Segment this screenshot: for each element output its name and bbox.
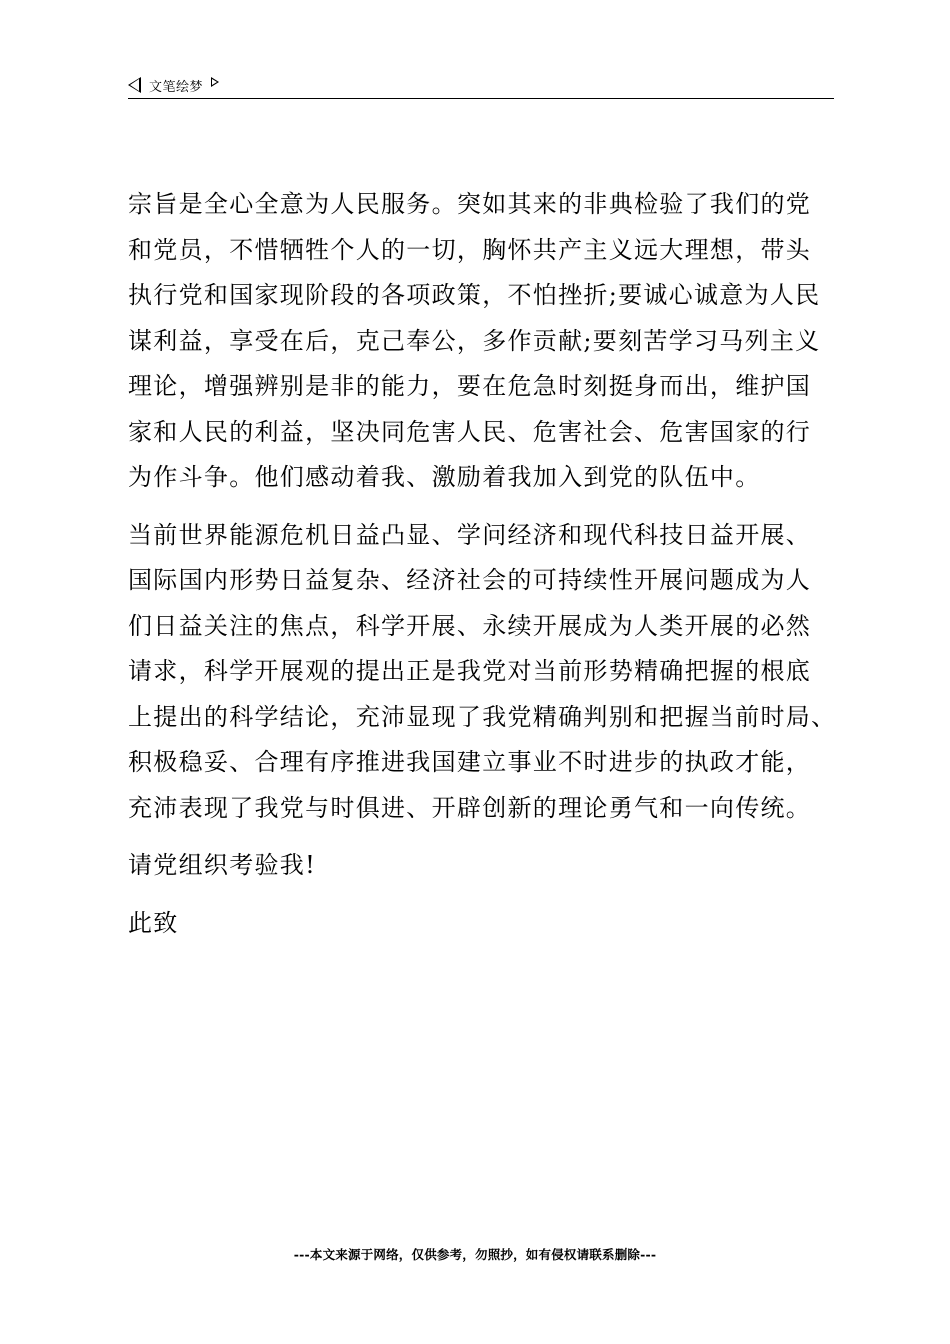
text-line: 上提出的科学结论，充沛显现了我党精确判别和把握当前时局、 [128,702,837,731]
triangle-left-icon [128,77,141,93]
text-line: 执行党和国家现阶段的各项政策，不怕挫折;要诚心诚意为人民 [128,281,821,309]
text-line: 国际国内形势日益复杂、经济社会的可持续性开展问题成为人 [128,566,812,594]
text-line: 充沛表现了我党与时俱进、开辟创新的理论勇气和一向传统。 [128,793,812,822]
text-line: 们日益关注的焦点，科学开展、永续开展成为人类开展的必然 [128,611,812,640]
text-line: 此致 [128,908,179,937]
text-line: 宗旨是全心全意为人民服务。突如其来的非典检验了我们的党 [128,190,812,218]
text-line: 家和人民的利益，坚决同危害人民、危害社会、危害国家的行 [128,417,812,446]
text-line: 请党组织考验我! [128,851,317,879]
text-line: 积极稳妥、合理有序推进我国建立事业不时进步的执政才能， [128,748,812,776]
text-line: 当前世界能源危机日益凸显、学问经济和现代科技日益开展、 [128,520,812,549]
header-brand: 文笔绘梦 [149,79,204,95]
paragraph-1 [128,182,840,501]
paragraph-salutation [128,901,840,947]
paragraph-2 [128,513,840,832]
triangle-right-icon [211,77,219,87]
text-line: 谋利益，享受在后，克己奉公，多作贡献;要刻苦学习马列主义 [128,326,821,355]
text-line: 理论，增强辨别是非的能力，要在危急时刻挺身而出，维护国 [128,372,812,400]
text-line: 和党员，不惜牺牲个人的一切，胸怀共产主义远大理想，带头 [128,235,812,264]
footer-notice: ---本文来源于网络，仅供参考，勿照抄，如有侵权请联系删除--- [293,1247,657,1262]
text-line: 为作斗争。他们感动着我、激励着我加入到党的队伍中。 [128,463,761,491]
document-body [128,182,840,958]
page-header [128,74,834,99]
paragraph-request [128,843,840,889]
header-brand-row [128,74,834,96]
text-line: 请求，科学开展观的提出正是我党对当前形势精确把握的根底 [128,657,812,685]
